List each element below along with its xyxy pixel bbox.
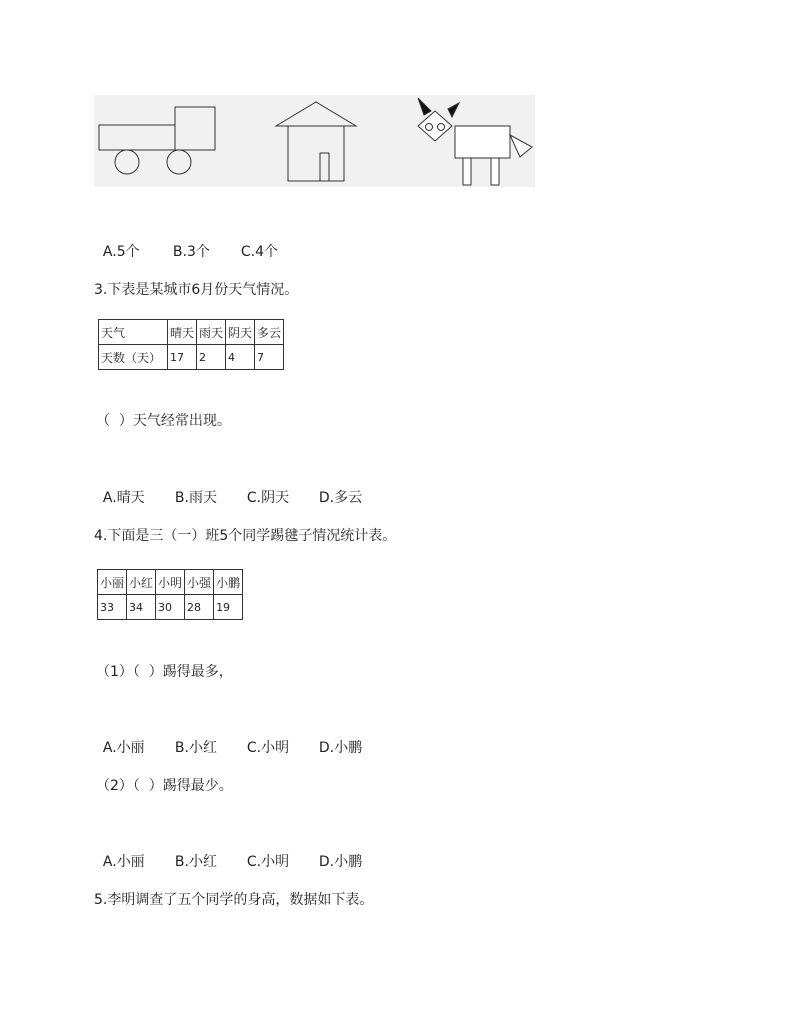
q4-sub1-option-b[interactable]: B.小红: [174, 740, 217, 756]
q3-option-c[interactable]: C.阴天: [246, 490, 290, 506]
q4-stem: 4.下面是三（一）班5个同学踢毽子情况统计表。: [94, 528, 397, 544]
weather-table-cell: 阴天: [226, 320, 255, 345]
truck-figure: [99, 107, 215, 174]
shuttlecock-table-cell: 小鹏: [214, 570, 243, 595]
shuttlecock-table-cell: 小强: [185, 570, 214, 595]
q2-option-c[interactable]: C.4个: [240, 244, 279, 260]
q4-sub2-option-b[interactable]: B.小红: [174, 854, 217, 870]
shapes-figure-svg: [94, 95, 535, 187]
q2-option-a[interactable]: A.5个: [102, 244, 140, 260]
q4-sub2-option-c[interactable]: C.小明: [246, 854, 290, 870]
weather-table-header-row: [99, 320, 284, 345]
q4-sub1-option-d[interactable]: D.小鹏: [318, 740, 363, 756]
q4-sub1-option-c[interactable]: C.小明: [246, 740, 290, 756]
weather-table-cell: 2: [197, 345, 226, 370]
q3-options: [94, 471, 362, 507]
weather-table: [98, 319, 284, 370]
q4-sub2-option-a[interactable]: A.小丽: [102, 854, 145, 870]
q4-sub2-options: [94, 835, 362, 871]
q2-option-b[interactable]: B.3个: [172, 244, 210, 260]
shuttlecock-table-cell: 33: [98, 595, 127, 620]
q3-option-b[interactable]: B.雨天: [174, 490, 217, 506]
weather-table-cell: 4: [226, 345, 255, 370]
shuttlecock-table-cell: 小红: [127, 570, 156, 595]
shuttlecock-table-cell: 34: [127, 595, 156, 620]
shapes-figure: [94, 95, 535, 187]
q3-option-a[interactable]: A.晴天: [102, 490, 145, 506]
q4-sub2: （2）（ ）踢得最少。: [96, 778, 233, 794]
q4-sub2-option-d[interactable]: D.小鹏: [318, 854, 363, 870]
shuttlecock-table: [97, 569, 243, 620]
shuttlecock-table-cell: 19: [214, 595, 243, 620]
q4-sub1-options: [94, 721, 362, 757]
q3-question: （ ）天气经常出现。: [96, 413, 231, 429]
shuttlecock-table-cell: 30: [156, 595, 185, 620]
shuttlecock-table-cell: 小明: [156, 570, 185, 595]
weather-table-cell: 多云: [255, 320, 284, 345]
weather-table-cell: 天气: [99, 320, 168, 345]
house-figure: [276, 102, 356, 181]
shuttlecock-table-header-row: [98, 570, 243, 595]
q3-option-d[interactable]: D.多云: [318, 490, 363, 506]
q4-sub1-option-a[interactable]: A.小丽: [102, 740, 145, 756]
weather-table-cell: 天数（天）: [99, 345, 168, 370]
weather-table-cell: 7: [255, 345, 284, 370]
q4-sub1: （1）（ ）踢得最多，: [96, 664, 233, 680]
weather-table-cell: 晴天: [168, 320, 197, 345]
animal-figure: [418, 98, 532, 185]
shuttlecock-table-cell: 28: [185, 595, 214, 620]
weather-table-cell: 17: [168, 345, 197, 370]
shuttlecock-table-cell: 小丽: [98, 570, 127, 595]
weather-table-data-row: [99, 345, 284, 370]
shuttlecock-table-data-row: [98, 595, 243, 620]
weather-table-cell: 雨天: [197, 320, 226, 345]
q3-stem: 3.下表是某城市6月份天气情况。: [94, 282, 299, 298]
q2-options: [94, 225, 278, 261]
q5-stem: 5.李明调查了五个同学的身高，数据如下表。: [94, 892, 374, 908]
